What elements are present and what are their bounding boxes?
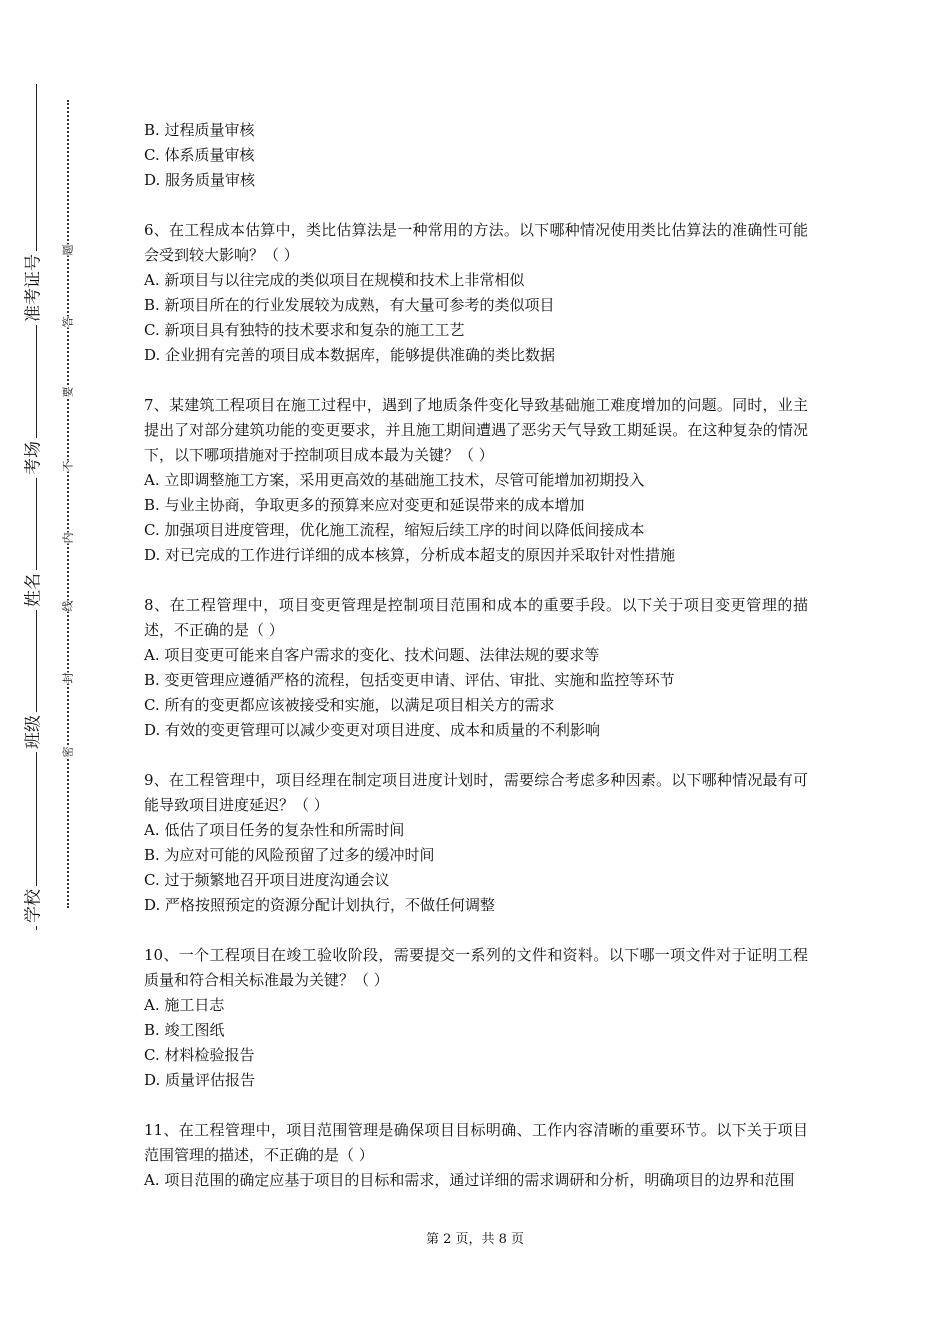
answer-option: C. 所有的变更都应该被接受和实施，以满足项目相关方的需求: [144, 696, 555, 714]
seal-char: 密: [61, 746, 75, 758]
answer-option: A. 低估了项目任务的复杂性和所需时间: [144, 821, 405, 839]
question-stem: 7、某建筑工程项目在施工过程中，遇到了地质条件变化导致基础施工难度增加的问题。同时，业主提出了对部分建筑功能的变更要求，并且施工期间遭遇了恶劣天气导致工期延误。在这种复杂的情况下，以下哪项措施对于控制项目成本最为关键？（ ）: [144, 396, 808, 464]
seal-char: 题: [61, 244, 75, 256]
answer-option: C. 加强项目进度管理，优化施工流程，缩短后续工序的时间以降低间接成本: [144, 521, 645, 539]
question-8: [144, 593, 808, 743]
answer-option: D. 企业拥有完善的项目成本数据库，能够提供准确的类比数据: [144, 346, 556, 364]
seal-char: 封: [61, 672, 75, 684]
answer-option: D. 严格按照预定的资源分配计划执行，不做任何调整: [144, 896, 496, 914]
answer-option: B. 竣工图纸: [144, 1021, 225, 1039]
answer-option: B. 过程质量审核: [144, 121, 255, 139]
answer-option: D. 有效的变更管理可以减少变更对项目进度、成本和质量的不利影响: [144, 721, 601, 739]
answer-option: A. 施工日志: [144, 996, 225, 1014]
answer-option: C. 体系质量审核: [144, 146, 255, 164]
question-6: [144, 218, 808, 368]
question-stem: 10、一个工程项目在竣工验收阶段，需要提交一系列的文件和资料。以下哪一项文件对于证明工程质量和符合相关标准最为关键？（ ）: [144, 946, 808, 989]
field-school-label: 学校: [26, 886, 43, 926]
answer-option: C. 材料检验报告: [144, 1046, 255, 1064]
question-stem: 6、在工程成本估算中，类比估算法是一种常用的方法。以下哪种情况使用类比估算法的准确性可能会受到较大影响？（ ）: [144, 221, 808, 264]
question-10: [144, 943, 808, 1093]
seal-char: 不: [61, 460, 75, 472]
answer-option: B. 新项目所在的行业发展较为成熟，有大量可参考的类似项目: [144, 296, 555, 314]
field-name-label: 姓名: [26, 570, 43, 610]
question-stem: 8、在工程管理中，项目变更管理是控制项目范围和成本的重要手段。以下关于项目变更管理的描述，不正确的是（ ）: [144, 596, 808, 639]
seal-char: 内: [61, 532, 75, 544]
answer-option: C. 新项目具有独特的技术要求和复杂的施工工艺: [144, 321, 465, 339]
seal-char: 线: [61, 600, 75, 612]
answer-option: B. 与业主协商，争取更多的预算来应对变更和延误带来的成本增加: [144, 496, 585, 514]
question-11: [144, 1118, 808, 1193]
field-exam-number-label: 准考证号: [26, 251, 43, 325]
field-class-label: 班级: [26, 712, 43, 752]
answer-option: D. 对已完成的工作进行详细的成本核算，分析成本超支的原因并采取针对性措施: [144, 546, 676, 564]
seal-char: 要: [61, 386, 75, 398]
field-exam-room-label: 考场: [26, 438, 43, 478]
question-stem: 9、在工程管理中，项目经理在制定项目进度计划时，需要综合考虑多种因素。以下哪种情况最有可能导致项目进度延迟？（ ）: [144, 771, 808, 814]
answer-option: B. 为应对可能的风险预留了过多的缓冲时间: [144, 846, 435, 864]
page-footer: [0, 1230, 950, 1250]
binding-margin: [0, 0, 90, 1344]
answer-option: A. 立即调整施工方案，采用更高效的基础施工技术，尽管可能增加初期投入: [144, 471, 645, 489]
seal-dotted-line: [67, 100, 69, 908]
answer-option: A. 项目范围的确定应基于项目的目标和需求，通过详细的需求调研和分析，明确项目的边界和范围: [144, 1171, 795, 1189]
answer-option: A. 项目变更可能来自客户需求的变化、技术问题、法律法规的要求等: [144, 646, 600, 664]
page-number: 第 2 页，共 8 页: [425, 1232, 525, 1247]
binding-solid-line: [36, 84, 37, 930]
answer-option: A. 新项目与以往完成的类似项目在规模和技术上非常相似: [144, 271, 525, 289]
question-5-fragment: [144, 118, 808, 193]
seal-char: 答: [61, 316, 75, 328]
answer-option: D. 质量评估报告: [144, 1071, 256, 1089]
question-stem: 11、在工程管理中，项目范围管理是确保项目目标明确、工作内容清晰的重要环节。以下关于项目范围管理的描述，不正确的是（ ）: [144, 1121, 808, 1164]
answer-option: D. 服务质量审核: [144, 171, 256, 189]
exam-content: [144, 118, 808, 1218]
question-9: [144, 768, 808, 918]
answer-option: B. 变更管理应遵循严格的流程，包括变更申请、评估、审批、实施和监控等环节: [144, 671, 675, 689]
answer-option: C. 过于频繁地召开项目进度沟通会议: [144, 871, 390, 889]
question-7: [144, 393, 808, 568]
